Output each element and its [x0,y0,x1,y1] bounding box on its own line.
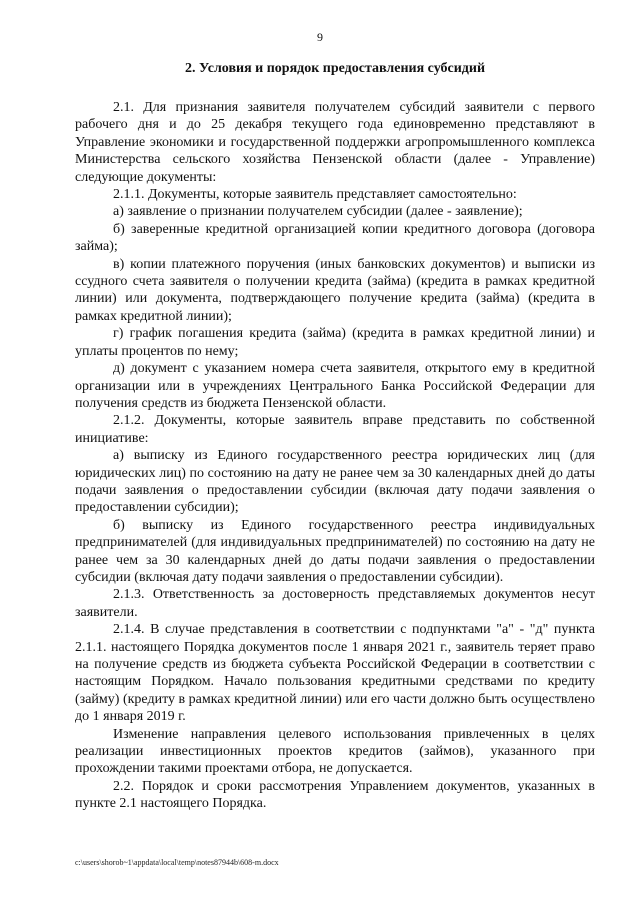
paragraph-2-1-1: 2.1.1. Документы, которые заявитель представляет самостоятельно: [113,187,517,203]
section-heading: 2. Условия и порядок предоставления субсидий [184,61,486,76]
list-item-v: в) копии платежного поручения (иных банковских документов) и выписки из ссудного счета заявителя о получении кредита (займа) (кредита в рамках кредитной линии) или документа, подтверждающего получение кредита (займа) (кредита в рамках кредитной линии); [75,256,595,324]
list-item-b: б) заверенные кредитной организацией копии кредитного договора (договора займа); [75,221,595,255]
paragraph-2-2: 2.2. Порядок и сроки рассмотрения Управлением документов, указанных в пункте 2.1 настоящего Порядка. [75,778,595,812]
list-item-a-egrul: а) выписку из Единого государственного реестра юридических лиц (для юридических лиц) по состоянию на дату не ранее чем за 30 календарных дней до даты подачи заявления о предоставлении субсидии (включая дату подачи заявления о предоставлении субсидии); [75,448,595,516]
document-body [75,60,595,813]
paragraph-2-1: 2.1. Для признания заявителя получателем субсидий заявители с первого рабочего дня и до 25 декабря текущего года единовременно представляют в Управление экономики и государственной поддержки агропромышленного комплекса Министерства сельского хозяйства Пензенской области (далее - Управление) следующие документы: [75,100,595,185]
paragraph-change-purpose: Изменение направления целевого использования привлеченных в целях реализации инвестиционных проектов кредитов (займов), указанного при прохождении такими проектами отбора, не допускается. [75,726,595,777]
list-item-b-egrip: б) выписку из Единого государственного реестра индивидуальных предпринимателей (для индивидуальных предпринимателей) по состоянию на дату не ранее чем за 30 календарных дней до даты подачи заявления о предоставлении субсидии (включая дату подачи заявления о предоставлении субсидии). [75,517,595,585]
file-path-footer: c:\users\shorob~1\appdata\local\temp\notes87944b\608-m.docx [75,858,279,867]
list-item-g: г) график погашения кредита (займа) (кредита в рамках кредитной линии) и уплаты процентов по нему; [75,326,595,359]
paragraph-2-1-3: 2.1.3. Ответственность за достоверность представляемых документов несут заявители. [75,587,595,620]
paragraph-2-1-4: 2.1.4. В случае представления в соответствии с подпунктами "а" - "д" пункта 2.1.1. настоящего Порядка документов после 1 января 2021 г., заявитель теряет право на получение средств из бюджета субъекта Российской Федерации в соответствии с настоящим Порядком. Начало пользования кредитными средствами по кредиту (займу) (кредиту в рамках кредитной линии) или его части должно быть осуществлено до 1 января 2019 г. [75,622,595,725]
list-item-d: д) документ с указанием номера счета заявителя, открытого ему в кредитной организации или в учреждениях Центрального Банка Российской Федерации для получения средств из бюджета Пензенской области. [75,361,595,411]
page-number: 9 [317,30,323,44]
list-item-a: а) заявление о признании получателем субсидии (далее - заявление); [113,204,523,220]
paragraph-2-1-2: 2.1.2. Документы, которые заявитель вправе представить по собственной инициативе: [75,413,595,446]
